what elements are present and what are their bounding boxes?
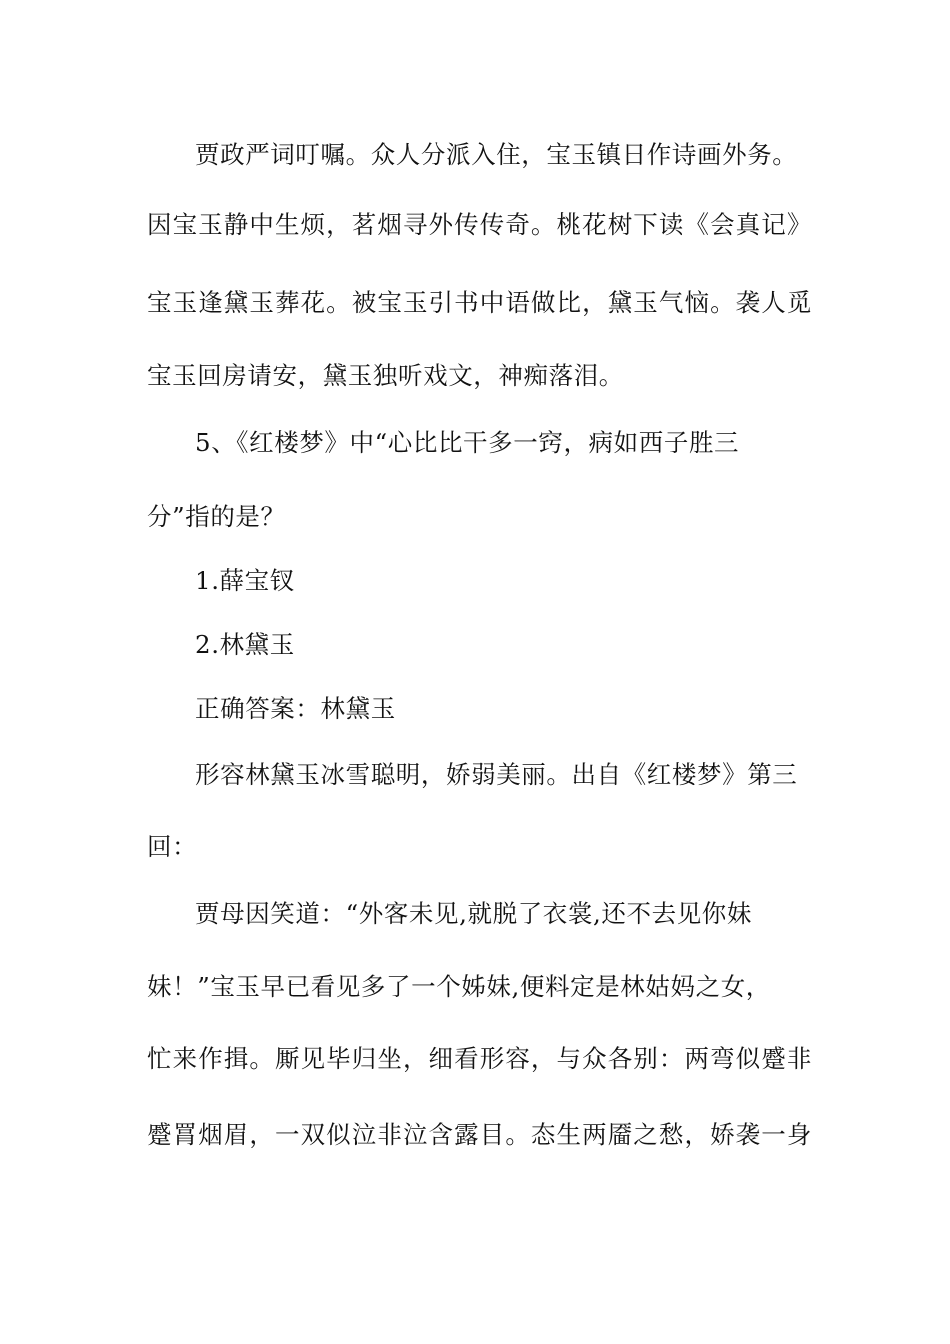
quote-line: 贾母因笑道：“外客未见,就脱了衣裳,还不去见你妹 (195, 899, 752, 928)
answer-line: 正确答案：林黛玉 (195, 694, 396, 723)
quote-line: 蹙 罥 烟 眉 ， 一 双 似 泣 非 泣 含 露 目 。 态 生 两 靥 之 愁 ， 娇 袭 一 身 (147, 1120, 812, 1149)
explanation-line: 回： (147, 832, 198, 861)
question-line: 5、《红楼梦》中“心比比干多一窍，病如西子胜三 (195, 428, 740, 457)
paragraph-line: 因 宝 玉 静 中 生 烦 ， 茗 烟 寻 外 传 传 奇 。 桃 花 树 下 读 《 会 真 记 》 (147, 210, 812, 239)
option-item: 2.林黛玉 (195, 630, 295, 659)
explanation-line: 形容林黛玉冰雪聪明，娇弱美丽。出自《红楼梦》第三 (195, 760, 798, 789)
quote-line: 忙 来 作 揖 。 厮 见 毕 归 坐 ， 细 看 形 容 ， 与 众 各 别 ： 两 弯 似 蹙 非 (147, 1044, 812, 1073)
paragraph-line: 宝 玉 逢 黛 玉 葬 花 。 被 宝 玉 引 书 中 语 做 比 ， 黛 玉 气 恼 。 袭 人 觅 (147, 288, 812, 317)
option-item: 1.薛宝钗 (195, 566, 295, 595)
paragraph-line: 贾政严词叮嘱。众人分派入住，宝玉镇日作诗画外务。 (195, 140, 798, 169)
paragraph-line: 宝玉回房请安，黛玉独听戏文，神痴落泪。 (147, 361, 624, 390)
quote-line: 妹！”宝玉早已看见多了一个姊妹,便料定是林姑妈之女， (147, 972, 771, 1001)
question-line: 分”指的是？ (147, 502, 286, 531)
